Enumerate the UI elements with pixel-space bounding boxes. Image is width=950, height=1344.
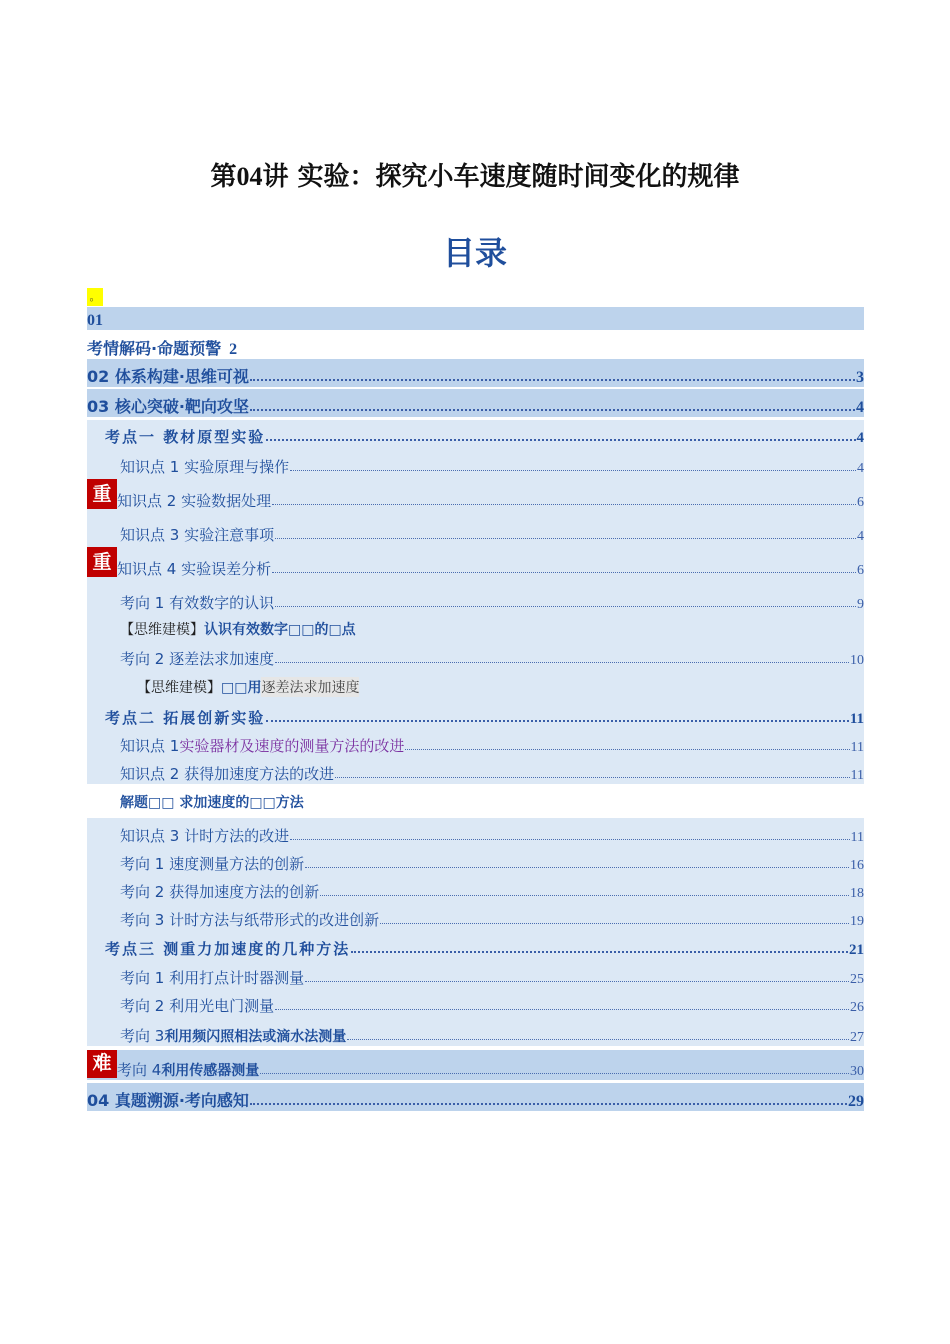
toc-page: 6 xyxy=(857,495,864,510)
toc-leader xyxy=(250,409,855,411)
toc-row-topic-2[interactable] xyxy=(87,697,864,728)
toc-row-innovation-knowledge-3[interactable] xyxy=(87,812,864,846)
toc-leader xyxy=(275,1009,849,1010)
toc-page: 9 xyxy=(857,597,864,612)
toc-label: 知识点 2 获得加速度方法的改进 xyxy=(120,765,335,783)
toc-label: 考点二 拓展创新实验 xyxy=(105,709,266,727)
toc-row-direction-2[interactable] xyxy=(87,639,864,669)
toc-row-thinking-model-1[interactable] xyxy=(87,613,864,639)
toc-label: 知识点 3 实验注意事项 xyxy=(120,526,275,544)
toc-label: □□用 xyxy=(221,680,262,696)
toc-leader xyxy=(275,606,856,607)
toc-leader xyxy=(275,538,856,539)
toc-row-knowledge-2[interactable] xyxy=(87,477,864,511)
toc-label: 04 真题溯源·考向感知 xyxy=(87,1091,249,1110)
table-of-contents xyxy=(87,307,864,1111)
toc-page: 4 xyxy=(857,529,864,544)
key-point-badge: 重 xyxy=(87,547,117,577)
toc-label: 实验器材及速度的测量方法的改进 xyxy=(179,737,405,755)
toc-page: 6 xyxy=(857,563,864,578)
toc-heading: 目录 xyxy=(442,234,507,272)
toc-row-innovation-direction-1[interactable] xyxy=(87,846,864,874)
toc-page: 30 xyxy=(850,1064,864,1079)
toc-row-knowledge-1[interactable] xyxy=(87,447,864,477)
toc-leader xyxy=(305,867,849,868)
toc-label: 考点三 测重力加速度的几种方法 xyxy=(105,940,351,958)
toc-label: 考向 2 获得加速度方法的创新 xyxy=(120,883,320,901)
toc-label: 知识点 1 实验原理与操作 xyxy=(120,458,290,476)
toc-label: 考向 2 利用光电门测量 xyxy=(120,997,275,1015)
toc-leader xyxy=(272,572,856,573)
toc-row-thinking-model-2[interactable] xyxy=(87,669,864,697)
toc-row-topic-1[interactable] xyxy=(87,417,864,447)
toc-row-gravity-direction-3[interactable] xyxy=(87,1016,864,1046)
toc-row-section-01-number[interactable] xyxy=(87,307,864,330)
toc-row-gravity-direction-1[interactable] xyxy=(87,959,864,988)
toc-leader xyxy=(250,379,855,381)
toc-page: 4 xyxy=(856,399,864,416)
toc-label: 考向 1 速度测量方法的创新 xyxy=(120,855,305,873)
toc-page: 11 xyxy=(849,711,864,727)
toc-page: 2 xyxy=(229,341,238,358)
toc-page: 16 xyxy=(850,858,864,873)
toc-row-innovation-direction-2[interactable] xyxy=(87,874,864,902)
toc-page: 4 xyxy=(857,461,864,476)
toc-row-knowledge-4[interactable] xyxy=(87,545,864,579)
toc-label-prefix: 考向 3 xyxy=(120,1027,165,1045)
toc-page: 4 xyxy=(856,430,864,446)
toc-label: 知识点 3 计时方法的改进 xyxy=(120,827,290,845)
toc-label: 知识点 4 实验误差分析 xyxy=(117,560,272,578)
toc-leader xyxy=(290,470,856,471)
toc-label: 认识有效数字□□的□点 xyxy=(204,622,356,638)
toc-label: 考向 2 逐差法求加速度 xyxy=(120,650,275,668)
toc-leader xyxy=(290,839,849,840)
toc-page: 11 xyxy=(850,740,864,755)
toc-leader xyxy=(305,981,849,982)
toc-label: 考向 1 有效数字的认识 xyxy=(120,594,275,612)
toc-row-innovation-knowledge-1[interactable] xyxy=(87,728,864,756)
toc-row-innovation-knowledge-2[interactable] xyxy=(87,756,864,784)
highlight-marker: 。 xyxy=(87,288,103,306)
toc-leader xyxy=(335,777,849,778)
toc-label: 考向 1 利用打点计时器测量 xyxy=(120,969,305,987)
toc-label: 03 核心突破·靶向攻坚 xyxy=(87,397,249,416)
toc-label: 考点一 教材原型实验 xyxy=(105,428,266,446)
toc-page: 27 xyxy=(850,1030,864,1045)
toc-row-topic-3[interactable] xyxy=(87,930,864,959)
toc-page: 29 xyxy=(848,1093,864,1110)
toc-page: 10 xyxy=(850,653,864,668)
toc-label: 01 xyxy=(87,312,103,329)
toc-label-prefix: 【思维建模】 xyxy=(120,622,204,638)
toc-page: 18 xyxy=(850,886,864,901)
toc-label-prefix: 考向 4 xyxy=(117,1061,162,1079)
toc-leader xyxy=(380,923,849,924)
toc-leader xyxy=(272,504,856,505)
toc-label-highlight: 逐差法求加速度 xyxy=(261,677,359,697)
toc-label-prefix: 知识点 1 xyxy=(120,737,180,755)
toc-leader xyxy=(266,720,849,722)
toc-label: 考情解码·命题预警 xyxy=(87,339,222,358)
toc-label: 02 体系构建·思维可视 xyxy=(87,367,249,386)
document-title xyxy=(0,156,950,193)
title-number: 04 xyxy=(236,162,263,191)
key-point-badge: 重 xyxy=(87,479,117,509)
toc-leader xyxy=(320,895,849,896)
toc-label: 知识点 2 实验数据处理 xyxy=(117,492,272,510)
toc-page: 11 xyxy=(850,830,864,845)
toc-row-knowledge-3[interactable] xyxy=(87,511,864,545)
toc-page: 25 xyxy=(850,972,864,987)
toc-label: 利用传感器测量 xyxy=(161,1063,260,1079)
toc-page: 3 xyxy=(856,369,864,386)
toc-leader xyxy=(260,1073,849,1074)
toc-leader xyxy=(275,662,849,663)
toc-page: 11 xyxy=(850,768,864,783)
toc-row-section-03[interactable] xyxy=(87,387,864,417)
toc-row-solving-method[interactable] xyxy=(87,784,864,812)
toc-row-innovation-direction-3[interactable] xyxy=(87,902,864,930)
toc-row-section-04[interactable] xyxy=(87,1080,864,1111)
toc-row-gravity-direction-4[interactable] xyxy=(87,1046,864,1080)
title-prefix: 第 xyxy=(210,162,237,192)
difficult-badge: 难 xyxy=(87,1048,117,1078)
toc-page: 21 xyxy=(849,942,864,958)
toc-page: 19 xyxy=(850,914,864,929)
toc-leader xyxy=(266,439,855,441)
toc-label: 考向 3 计时方法与纸带形式的改进创新 xyxy=(120,911,380,929)
toc-row-gravity-direction-2[interactable] xyxy=(87,988,864,1016)
toc-page: 26 xyxy=(850,1000,864,1015)
toc-leader xyxy=(351,951,848,953)
toc-leader xyxy=(250,1103,847,1105)
toc-label: 利用频闪照相法或滴水法测量 xyxy=(164,1029,347,1045)
title-text: 讲 实验：探究小车速度随时间变化的规律 xyxy=(262,162,740,192)
toc-label: 解题□□ 求加速度的□□方法 xyxy=(120,795,304,811)
toc-row-section-02[interactable] xyxy=(87,359,864,387)
toc-leader xyxy=(405,749,849,750)
toc-row-section-01[interactable] xyxy=(87,330,864,359)
toc-leader xyxy=(347,1039,849,1040)
toc-row-direction-1[interactable] xyxy=(87,579,864,613)
toc-label-prefix: 【思维建模】 xyxy=(137,680,221,696)
